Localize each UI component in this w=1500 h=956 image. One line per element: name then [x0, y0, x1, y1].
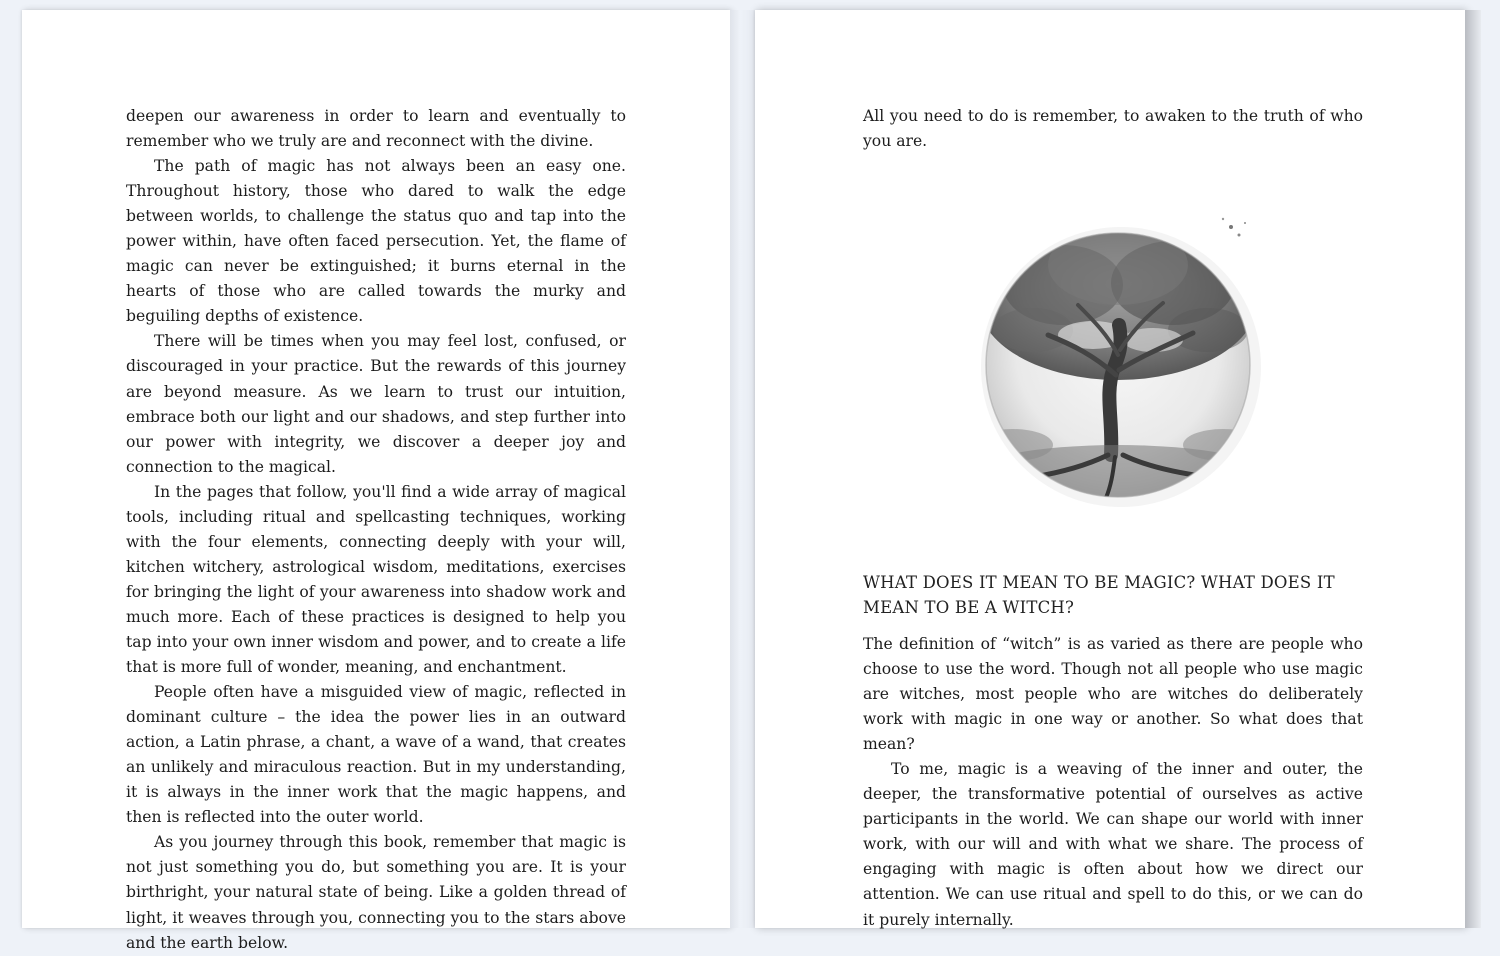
left-page [22, 10, 730, 952]
right-page [755, 10, 1465, 928]
section-heading: WHAT DOES IT MEAN TO BE MAGIC? WHAT DOES IT MEAN TO BE A WITCH? [863, 573, 1335, 617]
paragraph: In the pages that follow, you'll find a wide array of magical tools, including ritual and spellcasting techniques, working with the four elements, connecting deeply with your will, kitchen witchery, astrological wisdom, meditations, exercises for bringing the light of your awareness into shadow work and much more. Each of these practices is designed to help you tap into your own inner wisdom and power, and to create a life that is more full of wonder, meaning, and enchantment. [126, 482, 626, 677]
right-page-top-text [863, 104, 1363, 154]
paragraph: All you need to do is remember, to awaken to the truth of who you are. [863, 107, 1363, 151]
paragraph: People often have a misguided view of magic, reflected in dominant culture – the idea the power lies in an outward action, a Latin phrase, a chant, a wave of a wand, that creates an unlikely and miraculous reaction. But in my understanding, it is always in the inner work that the magic happens, and then is reflected into the outer world. [126, 683, 626, 827]
book-gutter [730, 10, 755, 928]
paragraph: The definition of “witch” is as varied as there are people who choose to use the word. Though not all people who use magic are witches, most people who are witches do deliberately work with magic in one way or another. So what does that mean? [863, 635, 1363, 754]
paragraph: deepen our awareness in order to learn and eventually to remember who we truly are and reconnect with the divine. [126, 107, 626, 151]
tree-of-life-illustration [973, 205, 1263, 525]
left-page-text [126, 104, 626, 956]
paragraph: As you journey through this book, remember that magic is not just something you do, but something you are. It is your birthright, your natural state of being. Like a golden thread of light, it weaves through you, connecting you to the stars above and the earth below. [126, 833, 626, 952]
right-page-body-text [863, 632, 1363, 933]
page-edge-shadow [1465, 10, 1481, 928]
paragraph: To me, magic is a weaving of the inner and outer, the deeper, the transformative potential of ourselves as active participants in the world. We can shape our world with inner work, with our will and with what we share. The process of engaging with magic is often about how we direct our attention. We can use ritual and spell to do this, or we can do it purely internally. [863, 760, 1363, 929]
paragraph: The path of magic has not always been an easy one. Throughout history, those who dared to walk the edge between worlds, to challenge the status quo and tap into the power within, have often faced persecution. Yet, the flame of magic can never be extinguished; it burns eternal in the hearts of those who are called towards the murky and beguiling depths of existence. [126, 157, 626, 326]
paragraph: There will be times when you may feel lost, confused, or discouraged in your practice. But the rewards of this journey are beyond measure. As we learn to trust our intuition, embrace both our light and our shadows, and step further into our power with integrity, we discover a deeper joy and connection to the magical. [126, 332, 626, 476]
